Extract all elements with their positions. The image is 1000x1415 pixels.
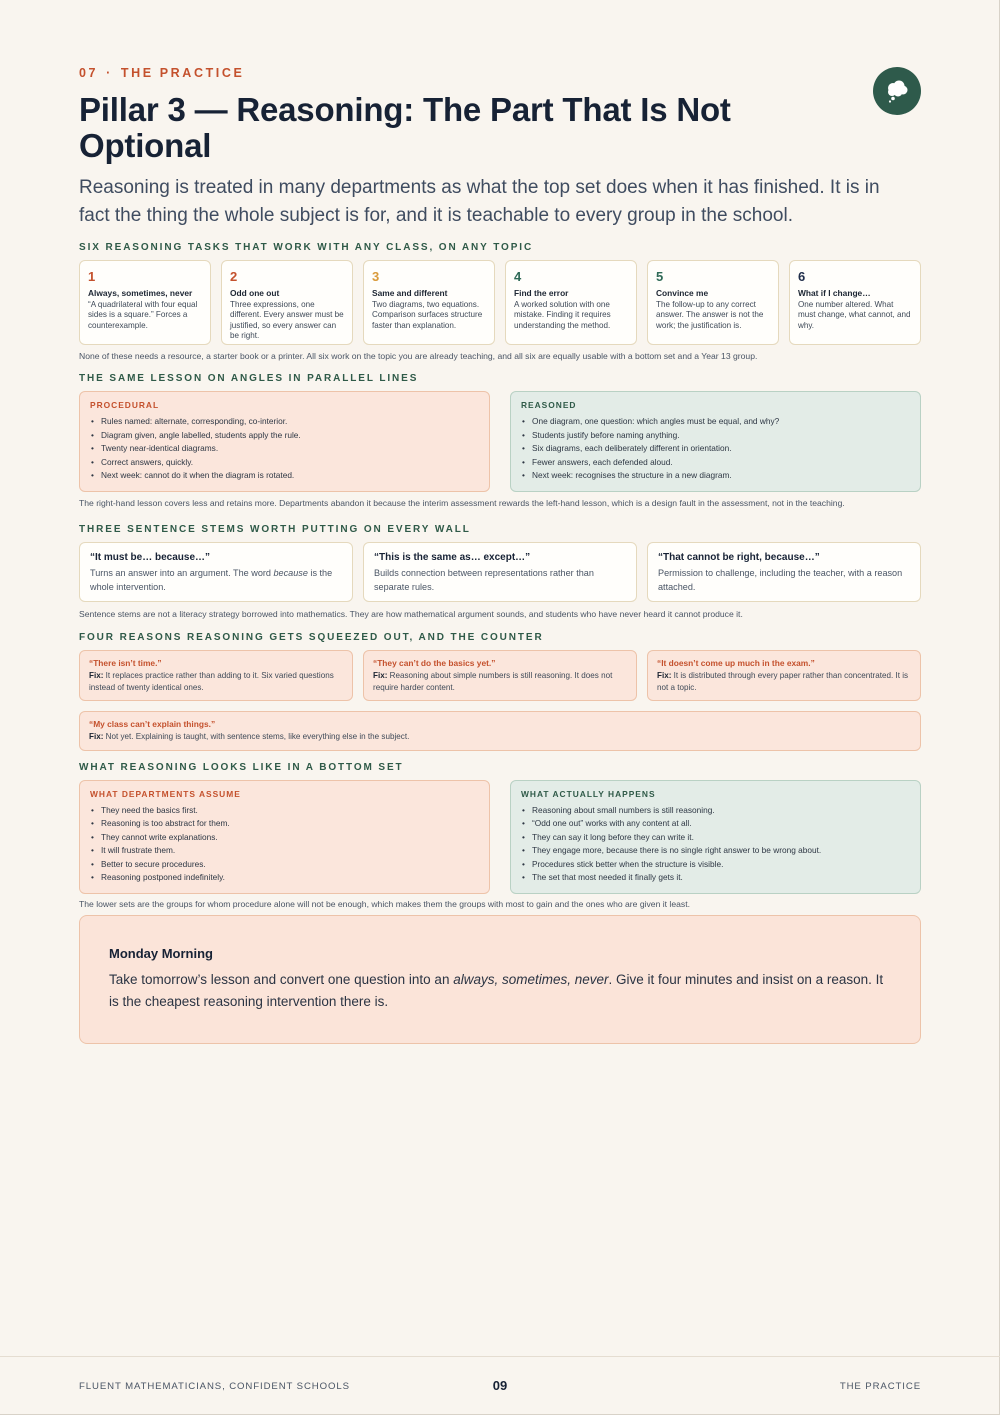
objection-quote: “They can’t do the basics yet.” (373, 657, 496, 668)
list-item: • Six diagrams, each deliberately different in orientation. (521, 442, 910, 456)
fix-text: It is distributed through every paper rather than concentrated. It is not a topic. (657, 670, 909, 692)
task-description: The follow-up to any correct answer. The answer is not the work; the justification is. (656, 300, 764, 330)
list-item: • They can say it long before they can write it. (521, 831, 910, 845)
sentence-stem: “This is the same as… except…” (374, 551, 531, 563)
task-title: Find the error (514, 288, 569, 298)
monday-morning-box (79, 915, 921, 1044)
objection-fix (657, 670, 911, 694)
chapter-title: THE PRACTICE (120, 66, 245, 80)
sentence-stem-card (647, 542, 921, 602)
objection-quote: “My class can’t explain things.” (89, 718, 216, 729)
lesson-note: The right-hand lesson covers less and retains more. Departments abandon it because the interim assessment rewards the left-hand lesson, which is a design fault in the assessment, not in the teaching. (79, 497, 845, 508)
bottom-set-note: The lower sets are the groups for whom procedure alone will not be enough, which makes them the groups with most to gain and the ones who are given it least. (79, 898, 690, 909)
monday-title: Monday Morning (109, 945, 213, 961)
objection-card (79, 711, 921, 751)
fix-label: Fix: (89, 731, 104, 741)
task-description: One number altered. What must change, what cannot, and why. (798, 300, 911, 330)
stem-description (658, 566, 910, 594)
monday-body-emphasis: always, sometimes, never (453, 971, 609, 987)
footer-left: FLUENT MATHEMATICIANS, CONFIDENT SCHOOLS (79, 1381, 350, 1392)
stem-description-end: is the whole intervention. (90, 567, 333, 592)
stems-note: Sentence stems are not a literacy strategy borrowed into mathematics. They are how mathematical argument sounds, and students who have never heard it cannot produce it. (79, 608, 743, 619)
tasks-heading: SIX REASONING TASKS THAT WORK WITH ANY CLASS, ON ANY TOPIC (79, 242, 534, 253)
task-number: 6 (798, 269, 806, 284)
page-number: 09 (492, 1378, 508, 1393)
objections-heading: FOUR REASONS REASONING GETS SQUEEZED OUT, AND THE COUNTER (79, 631, 544, 643)
objection-quote: “It doesn’t come up much in the exam.” (657, 657, 815, 668)
objection-fix (373, 670, 627, 694)
objection-card (79, 650, 353, 701)
assume-list (90, 804, 479, 885)
reasoned-list (521, 415, 910, 483)
sentence-stem: “It must be… because…” (90, 551, 211, 563)
sentence-stem-card (363, 542, 637, 602)
list-item: • They cannot write explanations. (90, 831, 479, 845)
tasks-note: None of these needs a resource, a starter book or a printer. All six work on the topic you are already teaching, and all six are equally usable with a bottom set and a Year 13 group. (79, 351, 758, 361)
task-card (647, 260, 779, 345)
lead-paragraph: Reasoning is treated in many departments as what the top set does when it has finished. It is in fact the thing the whole subject is for, and it is teachable to every group in the school. (79, 177, 880, 226)
fix-text: Reasoning about simple numbers is still reasoning. It does not require harder content. (373, 670, 613, 692)
happens-list (521, 804, 910, 885)
procedural-panel (79, 391, 490, 492)
stems-heading: THREE SENTENCE STEMS WORTH PUTTING ON EVERY WALL (79, 523, 471, 535)
list-item: • Better to secure procedures. (90, 858, 479, 872)
page-footer (0, 1356, 1000, 1415)
task-title: Same and different (372, 288, 448, 298)
task-title: Always, sometimes, never (88, 288, 193, 298)
procedural-list (90, 415, 479, 483)
list-item: • Reasoning postponed indefinitely. (90, 871, 479, 885)
bottom-set-comparison (79, 780, 921, 894)
task-description: Two diagrams, two equations. Comparison surfaces structure faster than explanation. (372, 300, 483, 330)
fix-text: It replaces practice rather than adding to it. Six varied questions instead of twenty identical ones. (89, 670, 334, 692)
list-item: • They engage more, because there is no single right answer to be wrong about. (521, 844, 910, 858)
fix-text: Not yet. Explaining is taught, with sentence stems, like everything else in the subject. (103, 731, 410, 741)
list-item: • Fewer answers, each defended aloud. (521, 456, 910, 470)
main-content (79, 66, 921, 1044)
task-number: 1 (88, 269, 96, 284)
task-number: 5 (656, 269, 664, 284)
list-item: • One diagram, one question: which angles must be equal, and why? (521, 415, 910, 429)
fix-label: Fix: (89, 670, 104, 680)
list-item: • Correct answers, quickly. (90, 456, 479, 470)
task-title: Odd one out (230, 288, 280, 298)
list-item: • Rules named: alternate, corresponding, co-interior. (90, 415, 479, 429)
task-description: Three expressions, one different. Every answer must be justified, so every answer can be right. (230, 300, 344, 341)
tasks-grid (79, 260, 921, 345)
happens-label: WHAT ACTUALLY HAPPENS (521, 788, 656, 799)
task-number: 4 (514, 269, 522, 284)
task-number: 3 (372, 269, 380, 284)
list-item: • Next week: cannot do it when the diagram is rotated. (90, 469, 479, 483)
fix-label: Fix: (373, 670, 388, 680)
task-card (789, 260, 921, 345)
chapter-eyebrow (79, 66, 921, 82)
eyebrow-separator: · (106, 66, 113, 80)
footer-right: THE PRACTICE (839, 1381, 921, 1392)
assume-panel (79, 780, 490, 894)
task-number: 2 (230, 269, 238, 284)
task-card (505, 260, 637, 345)
list-item: • Next week: recognises the structure in a new diagram. (521, 469, 910, 483)
stem-description (374, 566, 626, 594)
page-title: Pillar 3 — Reasoning: The Part That Is Not Optional (79, 91, 731, 164)
objection-fix (89, 731, 911, 743)
task-description: “A quadrilateral with four equal sides is a square.” Forces a counterexample. (88, 300, 198, 330)
objection-quote: “There isn’t time.” (89, 657, 162, 668)
stem-description-start: Permission to challenge, including the teacher, with a reason attached. (658, 567, 903, 592)
reasoned-panel (510, 391, 921, 492)
list-item: • They need the basics first. (90, 804, 479, 818)
list-item: • Diagram given, angle labelled, students apply the rule. (90, 429, 479, 443)
fix-label: Fix: (657, 670, 672, 680)
lesson-comparison (79, 391, 921, 492)
list-item: • Students justify before naming anything. (521, 429, 910, 443)
list-item: • “Odd one out” works with any content at all. (521, 817, 910, 831)
task-description: A worked solution with one mistake. Finding it requires understanding the method. (514, 300, 611, 330)
procedural-label: PROCEDURAL (90, 400, 160, 410)
assume-label: WHAT DEPARTMENTS ASSUME (90, 788, 241, 799)
reasoned-label: REASONED (521, 400, 577, 410)
stem-description-start: Turns an answer into an argument. The word (90, 567, 274, 578)
bottom-set-heading: WHAT REASONING LOOKS LIKE IN A BOTTOM SET (79, 761, 404, 773)
task-card (79, 260, 211, 345)
stems-row (79, 542, 921, 602)
sentence-stem-card (79, 542, 353, 602)
stem-description-emphasis: because (273, 567, 308, 578)
happens-panel (510, 780, 921, 894)
task-title: Convince me (656, 288, 709, 298)
objections-row (79, 650, 921, 701)
stem-description (90, 566, 342, 594)
list-item: • Procedures stick better when the structure is visible. (521, 858, 910, 872)
list-item: • It will frustrate them. (90, 844, 479, 858)
list-item: • Reasoning is too abstract for them. (90, 817, 479, 831)
objection-card (363, 650, 637, 701)
sentence-stem: “That cannot be right, because…” (658, 551, 820, 563)
list-item: • The set that most needed it finally gets it. (521, 871, 910, 885)
objection-fix (89, 670, 343, 694)
task-title: What if I change… (798, 288, 871, 298)
monday-body-start: Take tomorrow’s lesson and convert one question into an (109, 971, 454, 987)
list-item: • Twenty near-identical diagrams. (90, 442, 479, 456)
task-card (363, 260, 495, 345)
task-card (221, 260, 353, 345)
chapter-number: 07 (79, 66, 99, 80)
lesson-heading: THE SAME LESSON ON ANGLES IN PARALLEL LINES (79, 373, 419, 384)
list-item: • Reasoning about small numbers is still reasoning. (521, 804, 910, 818)
objection-card (647, 650, 921, 701)
monday-body-end: . Give it four minutes and insist on a reason. It is the cheapest reasoning intervention there is. (109, 971, 884, 1009)
stem-description-start: Builds connection between representations rather than separate rules. (374, 567, 594, 592)
monday-body (109, 969, 891, 1013)
